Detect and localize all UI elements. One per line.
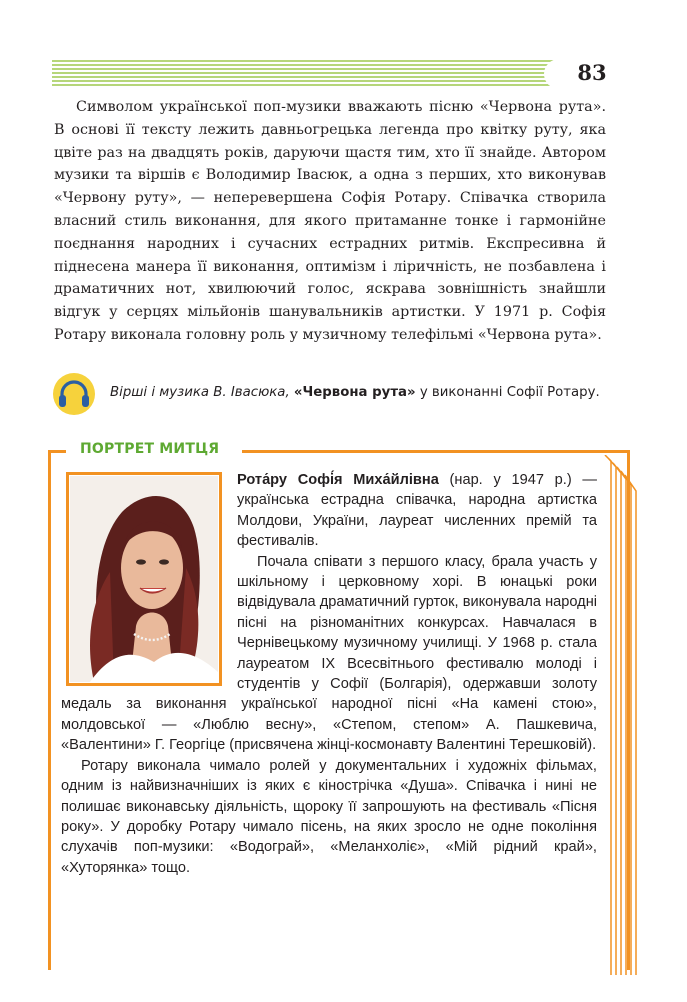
headphones-icon[interactable] — [52, 372, 96, 416]
artist-intro: (нар. у 1947 р.) —українська естрадна співачка, народна артистка Молдови, України, лауреат численних премій та фестивалів. — [237, 472, 597, 550]
page-number: 83 — [577, 60, 607, 85]
book-pages-decoration — [603, 455, 639, 975]
artist-name: Рота́ру Софі́я Миха́йлівна — [237, 472, 439, 488]
portrait-heading: ПОРТРЕТ МИТЦЯ — [80, 441, 220, 457]
portrait-bio — [61, 470, 597, 878]
main-paragraph: Символом української поп-музики вважають пісню «Червона рута». В основі її тексту лежить давньогрецька легенда про квітку руту, яка цвіте раз на двадцять років, даруючи щастя тим, хто її знайде. Автором музики та віршів є Володимир Івасюк, а одна з перших, хто виконував «Червону руту», — неперевершена Софія Ротару. Співачка створила власний стиль виконання, для якого притаманне тонке і гармонійне поєднання народних і сучасних естрадних ритмів. Експресивна й піднесена манера її виконання, оптимізм і ліричність, не позбавлена і драматичних нот, хвилюючий голос, яскрава зовнішність знайшли відгук у серцях мільйонів шанувальників артистки. У 1971 р. Софія Ротару виконала головну роль у музичному телефільмі «Червона рута». — [54, 99, 606, 343]
bio-paragraph-3: Ротару виконала чимало ролей у документальних і художніх фільмах, одним із найвизначніших із яких є кінострічка «Душа». Співачка і нині не полишає виконавську діяльність, щороку її запрошують на фестиваль «Пісня року». У доробку Ротару чимало пісень, на яких зросло не одне покоління слухачів поп-музики: «Водограй», «Меланхоліє», «Мій рідний край», «Хуторянка» тощо. — [61, 757, 597, 876]
listening-credit: Вірші і музика В. Івасюка, — [110, 385, 290, 400]
listening-song: «Червона рута» — [293, 385, 416, 400]
page-number-pill — [544, 59, 687, 89]
listening-performer: у виконанні Софії Ротару. — [419, 385, 600, 400]
bio-paragraph-2: Почала співати з першого класу, брала участь у шкільному і церковному хорі. В юнацькі роки відвідувала драматичний гурток, виконувала народні пісні на різноманітних конкурсах. Навчалася в Чернівецькому музичному училищі. У 1968 р. стала лауреатом IX Всесвітнього фестивалю молоді і студентів у Софії (Болгарія), одержавши золоту медаль за виконання української народної пісні «На камені стою», молдовської — «Люблю весну», «Степом, степом» А. Пашкевича, «Валентини» Г. Георгіце (присвячена жінці-космонавту Валентині Терешковій). — [61, 553, 597, 754]
listening-note — [110, 383, 610, 403]
